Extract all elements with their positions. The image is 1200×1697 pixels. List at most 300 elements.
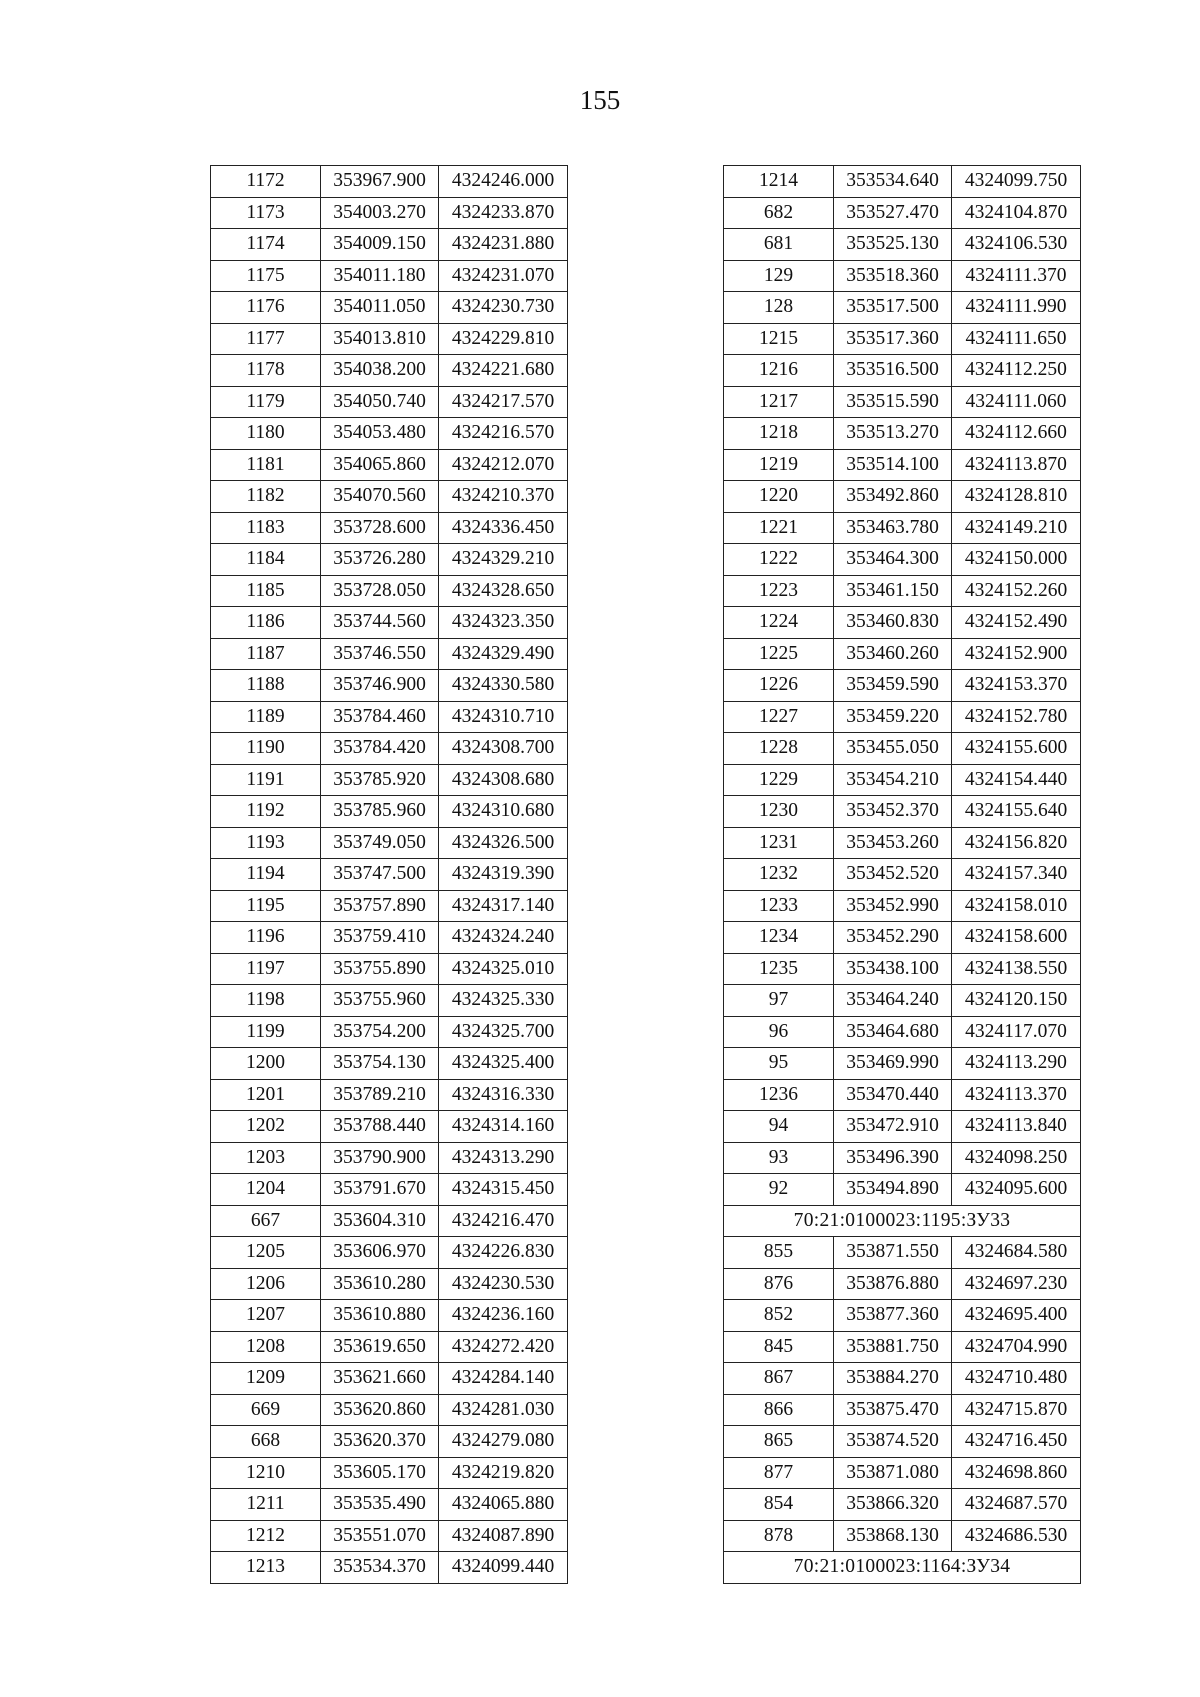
y-coordinate-cell: 4324684.580 [952,1237,1081,1269]
y-coordinate-cell: 4324697.230 [952,1268,1081,1300]
point-number-cell: 1195 [211,890,321,922]
x-coordinate-cell: 354053.480 [321,418,439,450]
table-row [211,575,568,607]
y-coordinate-cell: 4324314.160 [439,1111,568,1143]
x-coordinate-cell: 353785.920 [321,764,439,796]
table-row [724,827,1081,859]
point-number-cell: 877 [724,1457,834,1489]
x-coordinate-cell: 353728.600 [321,512,439,544]
table-row [211,701,568,733]
point-number-cell: 1206 [211,1268,321,1300]
y-coordinate-cell: 4324155.640 [952,796,1081,828]
x-coordinate-cell: 353455.050 [834,733,952,765]
x-coordinate-cell: 353621.660 [321,1363,439,1395]
x-coordinate-cell: 353464.240 [834,985,952,1017]
x-coordinate-cell: 353866.320 [834,1489,952,1521]
table-row [211,1205,568,1237]
point-number-cell: 1227 [724,701,834,733]
x-coordinate-cell: 353871.550 [834,1237,952,1269]
y-coordinate-cell: 4324698.860 [952,1457,1081,1489]
table-row [724,166,1081,198]
table-row [211,827,568,859]
point-number-cell: 1189 [211,701,321,733]
y-coordinate-cell: 4324330.580 [439,670,568,702]
y-coordinate-cell: 4324316.330 [439,1079,568,1111]
point-number-cell: 1180 [211,418,321,450]
point-number-cell: 1175 [211,260,321,292]
x-coordinate-cell: 353619.650 [321,1331,439,1363]
x-coordinate-cell: 353754.130 [321,1048,439,1080]
point-number-cell: 1174 [211,229,321,261]
x-coordinate-cell: 353791.670 [321,1174,439,1206]
point-number-cell: 1200 [211,1048,321,1080]
x-coordinate-cell: 353464.300 [834,544,952,576]
point-number-cell: 92 [724,1174,834,1206]
y-coordinate-cell: 4324310.710 [439,701,568,733]
x-coordinate-cell: 353746.550 [321,638,439,670]
x-coordinate-cell: 354003.270 [321,197,439,229]
point-number-cell: 1210 [211,1457,321,1489]
table-row [211,670,568,702]
table-row [724,953,1081,985]
x-coordinate-cell: 353620.370 [321,1426,439,1458]
table-row [724,670,1081,702]
table-row [724,764,1081,796]
y-coordinate-cell: 4324325.700 [439,1016,568,1048]
y-coordinate-cell: 4324128.810 [952,481,1081,513]
point-number-cell: 1177 [211,323,321,355]
table-row [211,355,568,387]
y-coordinate-cell: 4324695.400 [952,1300,1081,1332]
point-number-cell: 1233 [724,890,834,922]
y-coordinate-cell: 4324233.870 [439,197,568,229]
x-coordinate-cell: 353876.880 [834,1268,952,1300]
table-row [211,1237,568,1269]
x-coordinate-cell: 353784.420 [321,733,439,765]
x-coordinate-cell: 353492.860 [834,481,952,513]
x-coordinate-cell: 353747.500 [321,859,439,891]
table-row [724,638,1081,670]
x-coordinate-cell: 353459.220 [834,701,952,733]
point-number-cell: 1215 [724,323,834,355]
table-row [211,764,568,796]
x-coordinate-cell: 353517.360 [834,323,952,355]
y-coordinate-cell: 4324112.660 [952,418,1081,450]
x-coordinate-cell: 353452.990 [834,890,952,922]
y-coordinate-cell: 4324336.450 [439,512,568,544]
x-coordinate-cell: 353784.460 [321,701,439,733]
y-coordinate-cell: 4324284.140 [439,1363,568,1395]
y-coordinate-cell: 4324230.530 [439,1268,568,1300]
x-coordinate-cell: 353461.150 [834,575,952,607]
point-number-cell: 94 [724,1111,834,1143]
y-coordinate-cell: 4324313.290 [439,1142,568,1174]
point-number-cell: 129 [724,260,834,292]
point-number-cell: 1211 [211,1489,321,1521]
y-coordinate-cell: 4324216.470 [439,1205,568,1237]
point-number-cell: 1172 [211,166,321,198]
x-coordinate-cell: 353460.260 [834,638,952,670]
table-row [211,922,568,954]
y-coordinate-cell: 4324152.780 [952,701,1081,733]
y-coordinate-cell: 4324158.600 [952,922,1081,954]
y-coordinate-cell: 4324323.350 [439,607,568,639]
x-coordinate-cell: 353875.470 [834,1394,952,1426]
table-row [724,1111,1081,1143]
point-number-cell: 1188 [211,670,321,702]
point-number-cell: 1193 [211,827,321,859]
table-row [724,1268,1081,1300]
x-coordinate-cell: 353610.880 [321,1300,439,1332]
x-coordinate-cell: 353610.280 [321,1268,439,1300]
table-row [724,481,1081,513]
point-number-cell: 1199 [211,1016,321,1048]
point-number-cell: 1181 [211,449,321,481]
point-number-cell: 96 [724,1016,834,1048]
y-coordinate-cell: 4324704.990 [952,1331,1081,1363]
table-row [211,512,568,544]
y-coordinate-cell: 4324326.500 [439,827,568,859]
table-row [211,418,568,450]
table-row [724,796,1081,828]
y-coordinate-cell: 4324229.810 [439,323,568,355]
x-coordinate-cell: 353525.130 [834,229,952,261]
table-row [724,859,1081,891]
table-row [211,292,568,324]
table-row [211,607,568,639]
y-coordinate-cell: 4324112.250 [952,355,1081,387]
table-row [211,386,568,418]
y-coordinate-cell: 4324231.070 [439,260,568,292]
table-row [724,292,1081,324]
table-row [724,1363,1081,1395]
point-number-cell: 1179 [211,386,321,418]
point-number-cell: 681 [724,229,834,261]
table-row [211,1016,568,1048]
point-number-cell: 1228 [724,733,834,765]
table-row [211,323,568,355]
x-coordinate-cell: 353534.640 [834,166,952,198]
point-number-cell: 1236 [724,1079,834,1111]
table-row [211,1268,568,1300]
point-number-cell: 1231 [724,827,834,859]
table-row [724,1489,1081,1521]
point-number-cell: 1205 [211,1237,321,1269]
y-coordinate-cell: 4324155.600 [952,733,1081,765]
x-coordinate-cell: 354011.180 [321,260,439,292]
x-coordinate-cell: 353470.440 [834,1079,952,1111]
y-coordinate-cell: 4324231.880 [439,229,568,261]
x-coordinate-cell: 353749.050 [321,827,439,859]
point-number-cell: 1185 [211,575,321,607]
y-coordinate-cell: 4324246.000 [439,166,568,198]
table-row [724,544,1081,576]
x-coordinate-cell: 353877.360 [834,1300,952,1332]
y-coordinate-cell: 4324150.000 [952,544,1081,576]
table-row [211,166,568,198]
point-number-cell: 1213 [211,1552,321,1584]
point-number-cell: 1230 [724,796,834,828]
table-row [724,1048,1081,1080]
y-coordinate-cell: 4324149.210 [952,512,1081,544]
y-coordinate-cell: 4324087.890 [439,1520,568,1552]
table-row [211,796,568,828]
y-coordinate-cell: 4324152.490 [952,607,1081,639]
y-coordinate-cell: 4324154.440 [952,764,1081,796]
point-number-cell: 1191 [211,764,321,796]
x-coordinate-cell: 353881.750 [834,1331,952,1363]
x-coordinate-cell: 353460.830 [834,607,952,639]
y-coordinate-cell: 4324308.680 [439,764,568,796]
table-row [724,1331,1081,1363]
y-coordinate-cell: 4324325.330 [439,985,568,1017]
point-number-cell: 1198 [211,985,321,1017]
x-coordinate-cell: 353884.270 [834,1363,952,1395]
point-number-cell: 128 [724,292,834,324]
table-row [724,922,1081,954]
point-number-cell: 1222 [724,544,834,576]
y-coordinate-cell: 4324099.440 [439,1552,568,1584]
y-coordinate-cell: 4324111.370 [952,260,1081,292]
point-number-cell: 1220 [724,481,834,513]
table-row [211,859,568,891]
section-header-row [724,1205,1081,1237]
y-coordinate-cell: 4324156.820 [952,827,1081,859]
x-coordinate-cell: 354009.150 [321,229,439,261]
point-number-cell: 667 [211,1205,321,1237]
point-number-cell: 1217 [724,386,834,418]
table-row [211,1457,568,1489]
x-coordinate-cell: 353453.260 [834,827,952,859]
table-row [211,1111,568,1143]
x-coordinate-cell: 353452.520 [834,859,952,891]
point-number-cell: 682 [724,197,834,229]
y-coordinate-cell: 4324153.370 [952,670,1081,702]
x-coordinate-cell: 353463.780 [834,512,952,544]
y-coordinate-cell: 4324236.160 [439,1300,568,1332]
x-coordinate-cell: 353788.440 [321,1111,439,1143]
y-coordinate-cell: 4324113.290 [952,1048,1081,1080]
table-row [211,1174,568,1206]
x-coordinate-cell: 353757.890 [321,890,439,922]
y-coordinate-cell: 4324324.240 [439,922,568,954]
x-coordinate-cell: 353726.280 [321,544,439,576]
parcel-id-cell: 70:21:0100023:1164:ЗУ34 [724,1552,1081,1584]
y-coordinate-cell: 4324113.370 [952,1079,1081,1111]
y-coordinate-cell: 4324325.400 [439,1048,568,1080]
table-row [211,638,568,670]
point-number-cell: 1202 [211,1111,321,1143]
point-number-cell: 1178 [211,355,321,387]
x-coordinate-cell: 353746.900 [321,670,439,702]
y-coordinate-cell: 4324325.010 [439,953,568,985]
point-number-cell: 1214 [724,166,834,198]
x-coordinate-cell: 354050.740 [321,386,439,418]
table-row [211,1048,568,1080]
point-number-cell: 855 [724,1237,834,1269]
table-row [724,1142,1081,1174]
point-number-cell: 1221 [724,512,834,544]
x-coordinate-cell: 353755.890 [321,953,439,985]
table-row [211,1552,568,1584]
table-row [724,418,1081,450]
x-coordinate-cell: 353744.560 [321,607,439,639]
table-row [724,1174,1081,1206]
x-coordinate-cell: 353516.500 [834,355,952,387]
y-coordinate-cell: 4324210.370 [439,481,568,513]
x-coordinate-cell: 353464.680 [834,1016,952,1048]
y-coordinate-cell: 4324328.650 [439,575,568,607]
y-coordinate-cell: 4324138.550 [952,953,1081,985]
x-coordinate-cell: 353469.990 [834,1048,952,1080]
y-coordinate-cell: 4324120.150 [952,985,1081,1017]
x-coordinate-cell: 353459.590 [834,670,952,702]
y-coordinate-cell: 4324219.820 [439,1457,568,1489]
y-coordinate-cell: 4324279.080 [439,1426,568,1458]
point-number-cell: 1212 [211,1520,321,1552]
y-coordinate-cell: 4324111.060 [952,386,1081,418]
table-row [724,1457,1081,1489]
point-number-cell: 1208 [211,1331,321,1363]
table-row [724,890,1081,922]
point-number-cell: 1184 [211,544,321,576]
point-number-cell: 865 [724,1426,834,1458]
y-coordinate-cell: 4324113.870 [952,449,1081,481]
table-row [211,197,568,229]
point-number-cell: 1194 [211,859,321,891]
point-number-cell: 1173 [211,197,321,229]
table-row [211,1300,568,1332]
point-number-cell: 1229 [724,764,834,796]
point-number-cell: 878 [724,1520,834,1552]
table-row [724,229,1081,261]
point-number-cell: 1219 [724,449,834,481]
table-row [724,1016,1081,1048]
table-row [211,481,568,513]
x-coordinate-cell: 353518.360 [834,260,952,292]
x-coordinate-cell: 353967.900 [321,166,439,198]
point-number-cell: 93 [724,1142,834,1174]
point-number-cell: 845 [724,1331,834,1363]
x-coordinate-cell: 353452.370 [834,796,952,828]
table-row [724,1520,1081,1552]
table-row [211,1489,568,1521]
point-number-cell: 854 [724,1489,834,1521]
x-coordinate-cell: 353515.590 [834,386,952,418]
y-coordinate-cell: 4324710.480 [952,1363,1081,1395]
point-number-cell: 1192 [211,796,321,828]
y-coordinate-cell: 4324111.990 [952,292,1081,324]
table-row [211,260,568,292]
x-coordinate-cell: 353517.500 [834,292,952,324]
x-coordinate-cell: 353754.200 [321,1016,439,1048]
table-row [211,953,568,985]
coordinates-table-left-body [211,166,568,1584]
point-number-cell: 1183 [211,512,321,544]
point-number-cell: 1196 [211,922,321,954]
point-number-cell: 1190 [211,733,321,765]
table-row [724,1079,1081,1111]
x-coordinate-cell: 353755.960 [321,985,439,1017]
point-number-cell: 1235 [724,953,834,985]
table-row [211,1520,568,1552]
x-coordinate-cell: 353452.290 [834,922,952,954]
table-row [211,890,568,922]
table-row [724,607,1081,639]
coordinates-table-left [210,165,568,1584]
point-number-cell: 867 [724,1363,834,1395]
point-number-cell: 1226 [724,670,834,702]
y-coordinate-cell: 4324113.840 [952,1111,1081,1143]
table-row [211,449,568,481]
y-coordinate-cell: 4324098.250 [952,1142,1081,1174]
parcel-id-cell: 70:21:0100023:1195:ЗУ33 [724,1205,1081,1237]
point-number-cell: 852 [724,1300,834,1332]
point-number-cell: 1201 [211,1079,321,1111]
y-coordinate-cell: 4324152.900 [952,638,1081,670]
y-coordinate-cell: 4324230.730 [439,292,568,324]
point-number-cell: 1182 [211,481,321,513]
x-coordinate-cell: 353874.520 [834,1426,952,1458]
table-row [211,1363,568,1395]
table-row [724,985,1081,1017]
x-coordinate-cell: 353535.490 [321,1489,439,1521]
x-coordinate-cell: 353551.070 [321,1520,439,1552]
x-coordinate-cell: 354013.810 [321,323,439,355]
point-number-cell: 1197 [211,953,321,985]
point-number-cell: 1186 [211,607,321,639]
point-number-cell: 97 [724,985,834,1017]
y-coordinate-cell: 4324221.680 [439,355,568,387]
x-coordinate-cell: 353759.410 [321,922,439,954]
x-coordinate-cell: 353534.370 [321,1552,439,1584]
x-coordinate-cell: 354038.200 [321,355,439,387]
y-coordinate-cell: 4324715.870 [952,1394,1081,1426]
x-coordinate-cell: 354065.860 [321,449,439,481]
y-coordinate-cell: 4324212.070 [439,449,568,481]
table-row [724,575,1081,607]
table-row [724,1394,1081,1426]
x-coordinate-cell: 353514.100 [834,449,952,481]
table-row [724,386,1081,418]
table-row [724,1300,1081,1332]
point-number-cell: 1187 [211,638,321,670]
y-coordinate-cell: 4324117.070 [952,1016,1081,1048]
y-coordinate-cell: 4324152.260 [952,575,1081,607]
x-coordinate-cell: 353496.390 [834,1142,952,1174]
x-coordinate-cell: 353604.310 [321,1205,439,1237]
x-coordinate-cell: 353785.960 [321,796,439,828]
point-number-cell: 1224 [724,607,834,639]
point-number-cell: 1209 [211,1363,321,1395]
point-number-cell: 1232 [724,859,834,891]
point-number-cell: 876 [724,1268,834,1300]
point-number-cell: 1223 [724,575,834,607]
point-number-cell: 866 [724,1394,834,1426]
x-coordinate-cell: 353620.860 [321,1394,439,1426]
section-header-row [724,1552,1081,1584]
point-number-cell: 95 [724,1048,834,1080]
y-coordinate-cell: 4324686.530 [952,1520,1081,1552]
x-coordinate-cell: 353454.210 [834,764,952,796]
table-row [724,355,1081,387]
x-coordinate-cell: 353606.970 [321,1237,439,1269]
table-row [724,449,1081,481]
table-row [724,1237,1081,1269]
table-row [211,544,568,576]
y-coordinate-cell: 4324104.870 [952,197,1081,229]
point-number-cell: 1216 [724,355,834,387]
